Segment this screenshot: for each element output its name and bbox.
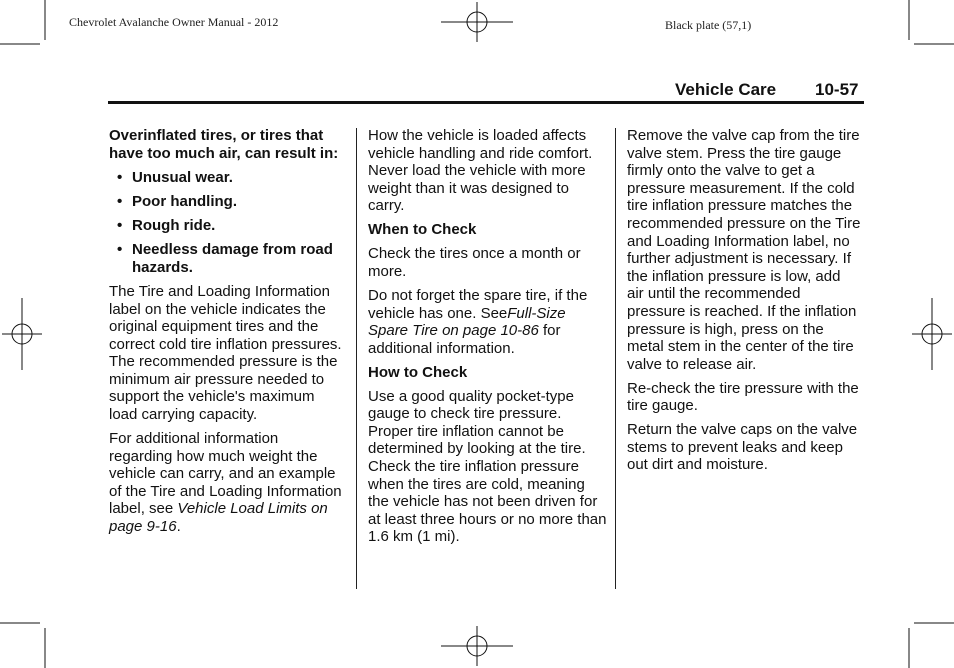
list-item: • Rough ride.	[117, 216, 216, 234]
list-item: • Poor handling.	[117, 192, 237, 210]
registration-mark-left	[2, 298, 42, 370]
spare-tire-paragraph: Do not forget the spare tire, if the vehicle has one. SeeFull-Size Spare Tire on page 10-86 for additional information.	[368, 286, 588, 357]
column-2	[368, 127, 608, 552]
additional-info-paragraph: For additional information regarding how much weight the vehicle can carry, and an example of the Tire and Loading Information label, see Vehicle Load Limits on page 9-16.	[109, 430, 342, 536]
valve-procedure-paragraph: Remove the valve cap from the tire valve stem. Press the tire gauge firmly onto the valve to get a pressure measurement. If the cold tire inflation pressure matches the recommended pressure on the Tire and Loading Information label, no further adjustment is necessary. If the inflation pressure is low, add air until the recommended pressure is reached. If the inflation pressure is high, press on the metal stem in the center of the tire valve to release air.	[627, 127, 861, 373]
registration-mark-top	[441, 2, 513, 42]
column-divider	[356, 128, 357, 589]
loading-paragraph: How the vehicle is loaded affects vehicle handling and ride comfort. Never load the vehicle with more weight than it was designed to carry.	[368, 127, 593, 215]
how-to-check-heading: How to Check	[368, 363, 468, 381]
column-3	[627, 127, 861, 480]
overinflation-intro: Overinflated tires, or tires that have too much air, can result in:	[109, 127, 339, 162]
column-divider	[615, 128, 616, 589]
list-item: • Unusual wear.	[117, 168, 233, 186]
tire-label-paragraph: The Tire and Loading Information label on the vehicle indicates the original equipment tires and the correct cold tire inflation pressures. The recommended pressure is the minimum air pressure needed to support the vehicle's maximum load carrying capacity.	[109, 282, 342, 424]
column-1	[109, 127, 345, 542]
plate-title: Chevrolet Avalanche Owner Manual - 2012	[69, 15, 279, 29]
cross-reference-link[interactable]: Full-Size Spare Tire on page 10-86	[368, 304, 566, 340]
gauge-paragraph: Use a good quality pocket-type gauge to check tire pressure. Proper tire inflation cannot be determined by looking at the tire. Check the tire inflation pressure when the tires are cold, meaning the vehicle has not been driven for at least three hours or no more than 1.6 km (1 mi).	[368, 387, 607, 546]
registration-mark-right	[912, 298, 952, 370]
recheck-paragraph: Re-check the tire pressure with the tire gauge.	[627, 379, 859, 415]
check-frequency-paragraph: Check the tires once a month or more.	[368, 245, 581, 280]
header-rule	[108, 101, 864, 104]
cross-reference-link[interactable]: Vehicle Load Limits on page 9-16	[109, 500, 328, 536]
registration-mark-bottom	[441, 626, 513, 666]
plate-info: Black plate (57,1)	[665, 18, 752, 32]
page-number: 10-57	[815, 80, 859, 99]
list-item: • Needless damage from road hazards.	[117, 241, 333, 276]
section-title: Vehicle Care	[675, 80, 777, 99]
overinflation-list	[109, 169, 345, 277]
valve-caps-paragraph: Return the valve caps on the valve stems to prevent leaks and keep out dirt and moisture.	[627, 421, 858, 474]
when-to-check-heading: When to Check	[368, 221, 477, 239]
